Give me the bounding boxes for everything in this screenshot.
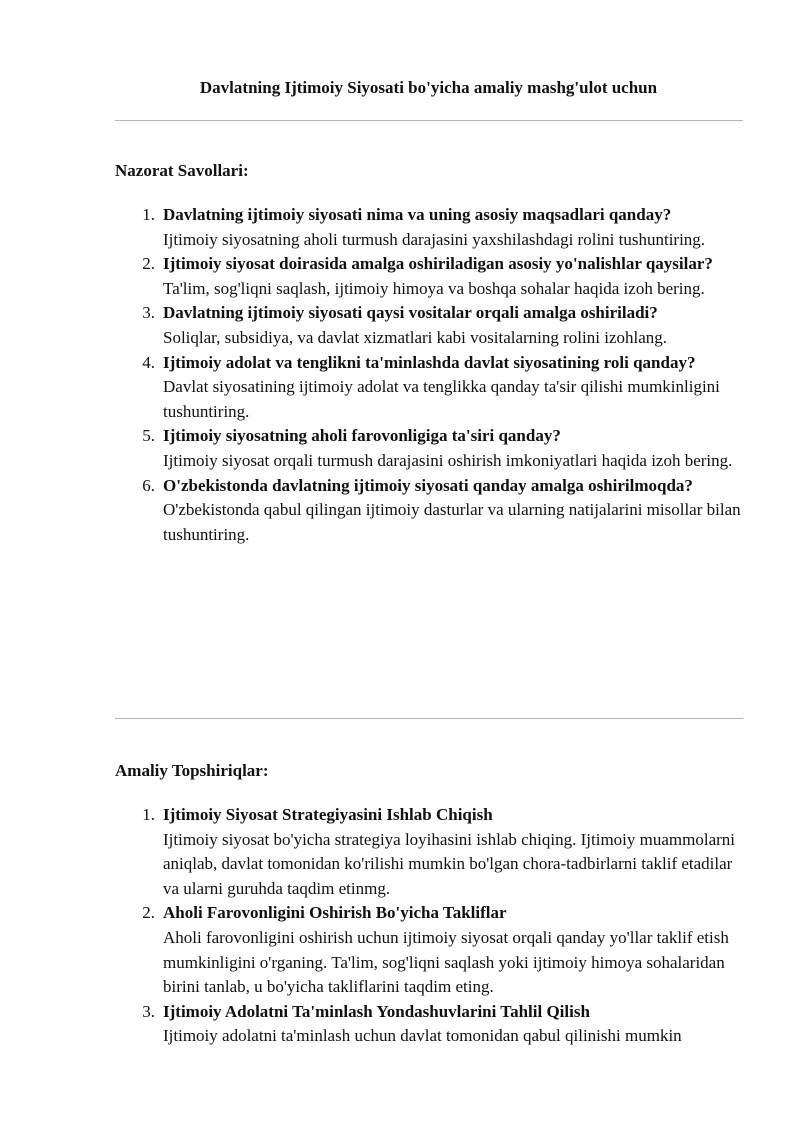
question-item xyxy=(115,252,743,301)
control-questions-heading: Nazorat Savollari: xyxy=(115,161,249,180)
task-description: Ijtimoiy siyosat bo'yicha strategiya loyihasini ishlab chiqing. Ijtimoiy muammolarni aniqlab, davlat tomonidan ko'rilishi mumkin bo'lgan chora-tadbirlarni taklif etadilar va ularni guruhda taqdim etinmg. xyxy=(163,829,736,898)
question-description: O'zbekistonda qabul qilingan ijtimoiy dasturlar va ularning natijalarini misollar bilan tushuntiring. xyxy=(163,500,741,544)
task-title: Ijtimoiy Siyosat Strategiyasini Ishlab Chiqish xyxy=(163,805,493,824)
task-title: Ijtimoiy Adolatni Ta'minlash Yondashuvlarini Tahlil Qilish xyxy=(163,1001,590,1021)
task-item xyxy=(115,1000,743,1049)
question-number: 1. xyxy=(142,205,155,224)
top-divider xyxy=(115,120,743,121)
question-description: Ta'lim, sog'liqni saqlash, ijtimoiy himoya va boshqa sohalar haqida izoh bering. xyxy=(163,278,705,298)
question-item xyxy=(115,474,743,548)
question-item xyxy=(115,351,743,425)
document-title: Davlatning Ijtimoiy Siyosati bo'yicha amaliy mashg'ulot uchun xyxy=(199,78,658,97)
question-title: Ijtimoiy siyosatning aholi farovonligiga ta'siri qanday? xyxy=(163,426,561,446)
task-number: 1. xyxy=(142,805,155,824)
question-description: Soliqlar, subsidiya, va davlat xizmatlari kabi vositalarning rolini izohlang. xyxy=(163,327,668,347)
practical-tasks-heading: Amaliy Topshiriqlar: xyxy=(115,761,269,780)
task-number: 2. xyxy=(142,903,155,923)
question-number: 6. xyxy=(142,475,155,495)
question-description: Ijtimoiy siyosat orqali turmush darajasini oshirish imkoniyatlari haqida izoh bering. xyxy=(163,450,733,470)
question-number: 5. xyxy=(142,426,155,446)
task-item xyxy=(115,803,743,901)
task-number: 3. xyxy=(142,1001,155,1021)
question-title: Davlatning ijtimoiy siyosati nima va uning asosiy maqsadlari qanday? xyxy=(163,205,672,224)
task-item xyxy=(115,901,743,999)
question-item xyxy=(115,301,743,350)
task-description: Ijtimoiy adolatni ta'minlash uchun davlat tomonidan qabul qilinishi mumkin xyxy=(163,1026,682,1046)
question-item xyxy=(115,424,743,473)
question-title: Ijtimoiy adolat va tenglikni ta'minlashda davlat siyosatining roli qanday? xyxy=(163,352,696,372)
question-title: Ijtimoiy siyosat doirasida amalga oshiriladigan asosiy yo'nalishlar qaysilar? xyxy=(163,254,713,274)
section-divider xyxy=(115,718,743,719)
question-number: 3. xyxy=(142,303,155,323)
practical-tasks-list xyxy=(115,803,743,1049)
question-title: Davlatning ijtimoiy siyosati qaysi vositalar orqali amalga oshiriladi? xyxy=(163,303,658,323)
task-title: Aholi Farovonligini Oshirish Bo'yicha Takliflar xyxy=(163,903,507,923)
question-description: Davlat siyosatining ijtimoiy adolat va tenglikka qanday ta'sir qilishi mumkinligini tushuntiring. xyxy=(163,377,720,421)
question-description: Ijtimoiy siyosatning aholi turmush darajasini yaxshilashdagi rolini tushuntiring. xyxy=(163,229,706,249)
task-description: Aholi farovonligini oshirish uchun ijtimoiy siyosat orqali qanday yo'llar taklif etish mumkinligini o'rganing. Ta'lim, sog'liqni saqlash yoki ijtimoiy himoya sohalaridan birini tanlab, u bo'yicha takliflarini taqdim eting. xyxy=(163,927,729,997)
question-number: 2. xyxy=(142,254,155,274)
question-number: 4. xyxy=(142,352,155,372)
question-item xyxy=(115,203,743,252)
question-title: O'zbekistonda davlatning ijtimoiy siyosati qanday amalga oshirilmoqda? xyxy=(163,475,693,495)
control-questions-list xyxy=(115,203,743,547)
